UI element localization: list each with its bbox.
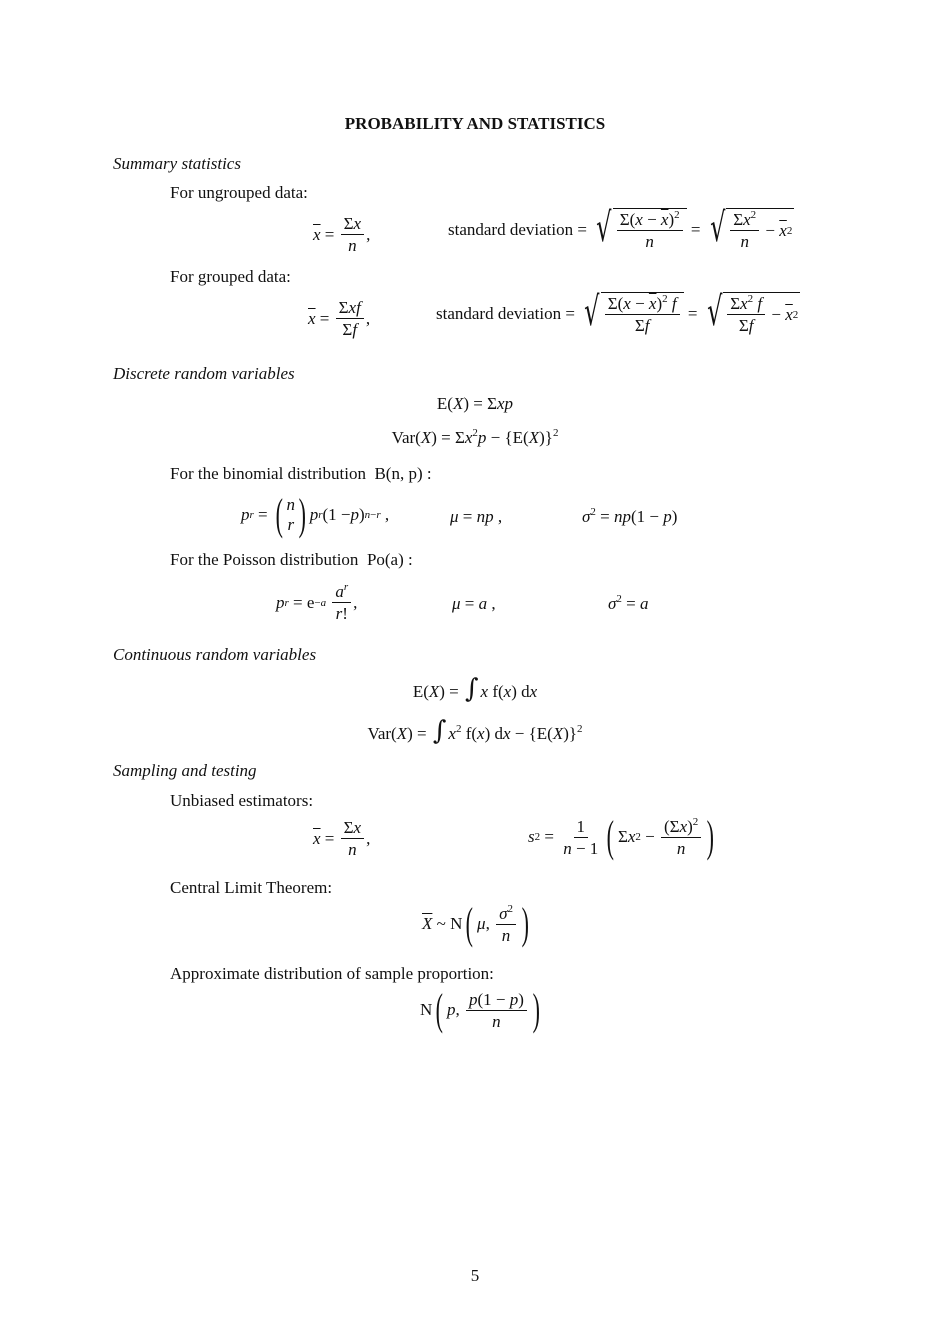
- formula-binomial-mean: μ = np ,: [450, 507, 503, 526]
- poisson-text: For the Poisson distribution: [170, 550, 359, 569]
- formula-sd-grouped: standard deviation = √ $\frac{\Sigma(x - \overline{x})^2 f}{\Sigma f}$ = √ $\frac{\Sigma x^2 f}{\Sigma f}$ − $\overline{x}$ 2: [436, 289, 799, 335]
- poisson-notation: Po(a) :: [366, 550, 413, 569]
- label-central-limit-theorem: Central Limit Theorem:: [170, 878, 333, 897]
- formula-poisson-variance: $\sigma^2 = a$: [608, 593, 649, 613]
- label-poisson: [170, 550, 413, 570]
- formula-variance-continuous: Var(X) = ∫ $x^2$ f(x) dx − $\{E(X)\}^2$: [367, 716, 583, 746]
- formula-binomial-pmf: p r = ( n r ) p r (1 − p ) n−r ,: [241, 490, 390, 539]
- section-continuous-random-variables: Continuous random variables: [113, 645, 317, 664]
- formula-unbiased-variance: s 2 = $\frac{1}{n - 1}$ ( Σ x 2 − $\frac{(\Sigma x)^2}{n}$ ): [528, 812, 715, 861]
- label-approx-sample-proportion: Approximate distribution of sample proportion:: [170, 964, 494, 983]
- formula-expectation-discrete: E(X) = Σxp: [436, 394, 514, 413]
- formula-poisson-mean: μ = a ,: [452, 594, 496, 613]
- page-title: PROBABILITY AND STATISTICS: [344, 114, 606, 133]
- formula-mean-ungrouped: $\overline{x}$ = $\frac{\Sigma x}{n}$ ,: [313, 214, 371, 255]
- section-discrete-random-variables: Discrete random variables: [113, 364, 295, 383]
- label-ungrouped-data: For ungrouped data:: [170, 183, 308, 202]
- label-grouped-data: For grouped data:: [170, 267, 291, 286]
- formula-clt: $\overline{X}$ ~ N ( μ , $\frac{\sigma^2}{n}$ ): [422, 899, 529, 948]
- formula-sample-proportion: N ( p , $\frac{p(1 - p)}{n}$ ): [420, 985, 540, 1034]
- formula-variance-discrete: $Var(X) = \Sigma x^2p - \{E(X)\}^2$: [391, 427, 559, 447]
- label-binomial: [170, 464, 432, 484]
- formula-unbiased-mean: $\overline{x}$ = $\frac{\Sigma x}{n}$ ,: [313, 818, 371, 859]
- formula-expectation-continuous: E(X) = ∫ x f(x) dx: [412, 674, 538, 704]
- binomial-text: For the binomial distribution: [170, 464, 366, 483]
- page-number: 5: [470, 1266, 480, 1285]
- std-dev-label: standard deviation: [448, 219, 574, 239]
- label-unbiased-estimators: Unbiased estimators:: [170, 791, 314, 810]
- section-sampling-and-testing: Sampling and testing: [113, 761, 257, 780]
- section-summary-statistics: Summary statistics: [113, 154, 241, 173]
- formula-sd-ungrouped: standard deviation = √ $\frac{\Sigma(x - \overline{x})^2}{n}$ = √ $\frac{\Sigma x^2}{n}$ − $\overline{x}$ 2: [448, 205, 793, 251]
- formula-mean-grouped: $\overline{x}$ = $\frac{\text{Σxf}}{\Sigma f}$ ,: [308, 298, 371, 339]
- formula-binomial-variance: $\sigma^2 = np(1 - p)$: [582, 506, 678, 526]
- binomial-notation: B(n, p) :: [374, 464, 432, 483]
- formula-poisson-pmf: p r = e −a $\frac{a^r}{r!}$ ,: [276, 581, 358, 623]
- std-dev-label-grouped: standard deviation: [436, 303, 562, 323]
